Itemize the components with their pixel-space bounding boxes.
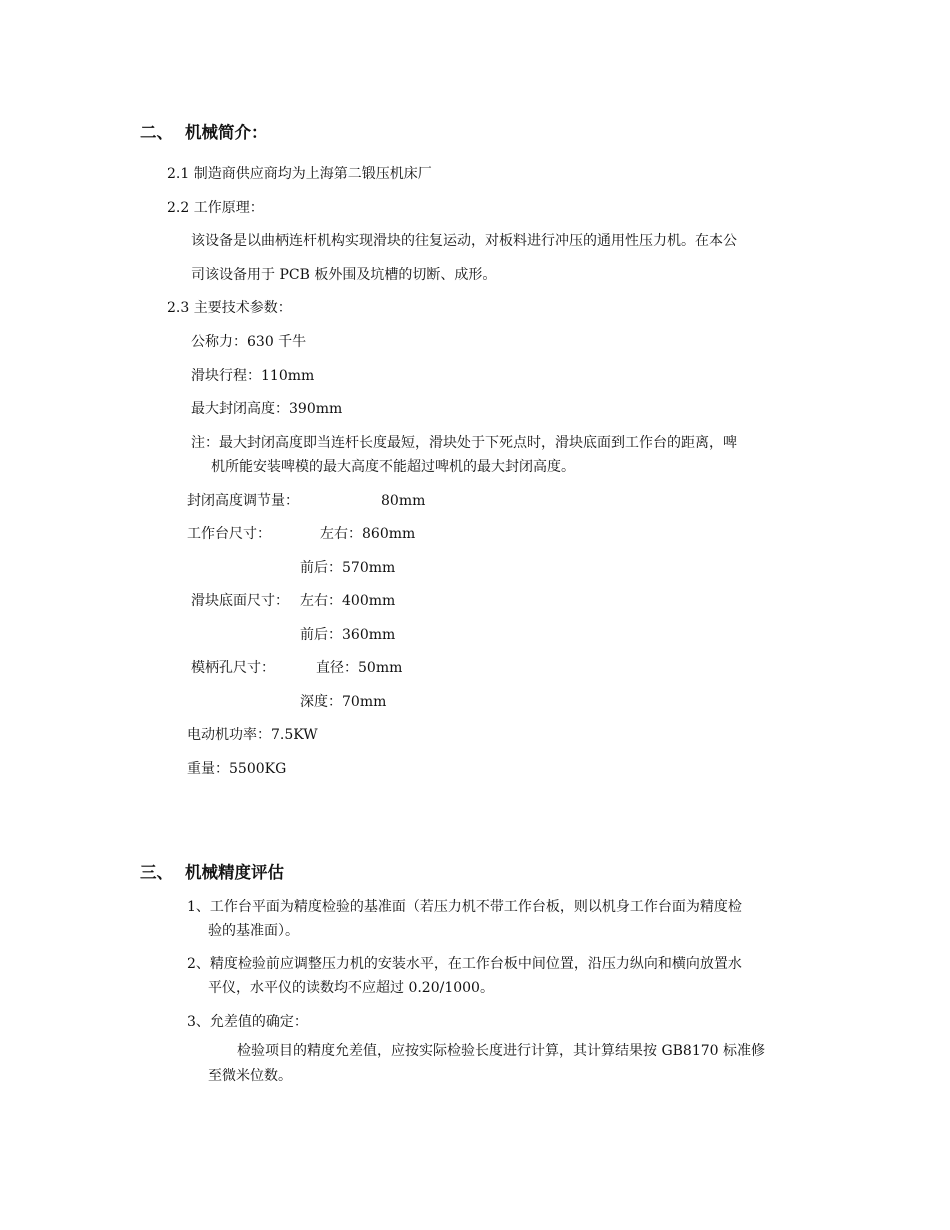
section3-number: 三、 (140, 863, 173, 882)
die-hole-diameter: 直径：50mm (316, 660, 403, 676)
section2-number: 二、 (140, 123, 173, 142)
item-2-2: 2.2 工作原理： (167, 200, 264, 216)
table-size-fb: 前后：570mm (300, 560, 396, 576)
slide-bottom-lr: 左右：400mm (300, 593, 396, 609)
table-size-label: 工作台尺寸： (187, 526, 271, 542)
item-3-line-1: 3、允差值的确定： (187, 1014, 308, 1030)
shut-adjust-label: 封闭高度调节量： (187, 493, 299, 509)
table-size-lr: 左右：860mm (320, 526, 416, 542)
item-2-line-1: 2、精度检验前应调整压力机的安装水平，在工作台板中间位置，沿压力纵向和横向放置水 (187, 956, 742, 972)
principle-line-1: 该设备是以曲柄连杆机构实现滑块的往复运动，对板料进行冲压的通用性压力机。在本公 (191, 233, 737, 249)
slide-bottom-fb: 前后：360mm (300, 627, 396, 643)
item-2-3: 2.3 主要技术参数： (167, 300, 292, 316)
slide-stroke: 滑块行程：110mm (191, 368, 315, 384)
principle-line-2: 司该设备用于 PCB 板外围及坑槽的切断、成形。 (191, 267, 497, 283)
note-line-2: 机所能安装啤模的最大高度不能超过啤机的最大封闭高度。 (211, 459, 575, 475)
item-1-line-1: 1、工作台平面为精度检验的基准面（若压力机不带工作台板，则以机身工作台面为精度检 (187, 899, 742, 915)
item-1-line-2: 验的基准面）。 (208, 923, 299, 939)
die-hole-depth: 深度：70mm (300, 694, 387, 710)
section2-heading: 机械简介： (185, 123, 268, 142)
slide-bottom-label: 滑块底面尺寸： (191, 593, 289, 609)
die-hole-label: 模柄孔尺寸： (191, 660, 275, 676)
section3-heading: 机械精度评估 (185, 863, 284, 882)
item-3-line-3: 至微米位数。 (208, 1068, 292, 1084)
nominal-force: 公称力：630 千牛 (191, 334, 307, 350)
max-shut-height: 最大封闭高度：390mm (191, 401, 343, 417)
motor-power: 电动机功率：7.5KW (187, 727, 318, 743)
note-line-1: 注：最大封闭高度即当连杆长度最短，滑块处于下死点时，滑块底面到工作台的距离，啤 (191, 435, 737, 451)
item-3-line-2: 检验项目的精度允差值，应按实际检验长度进行计算，其计算结果按 GB8170 标准修 (237, 1043, 765, 1059)
item-2-line-2: 平仪，水平仪的读数均不应超过 0.20/1000。 (208, 980, 494, 996)
weight: 重量：5500KG (187, 761, 287, 777)
shut-adjust-value: 80mm (381, 493, 426, 509)
item-2-1: 2.1 制造商供应商均为上海第二锻压机床厂 (167, 166, 432, 182)
